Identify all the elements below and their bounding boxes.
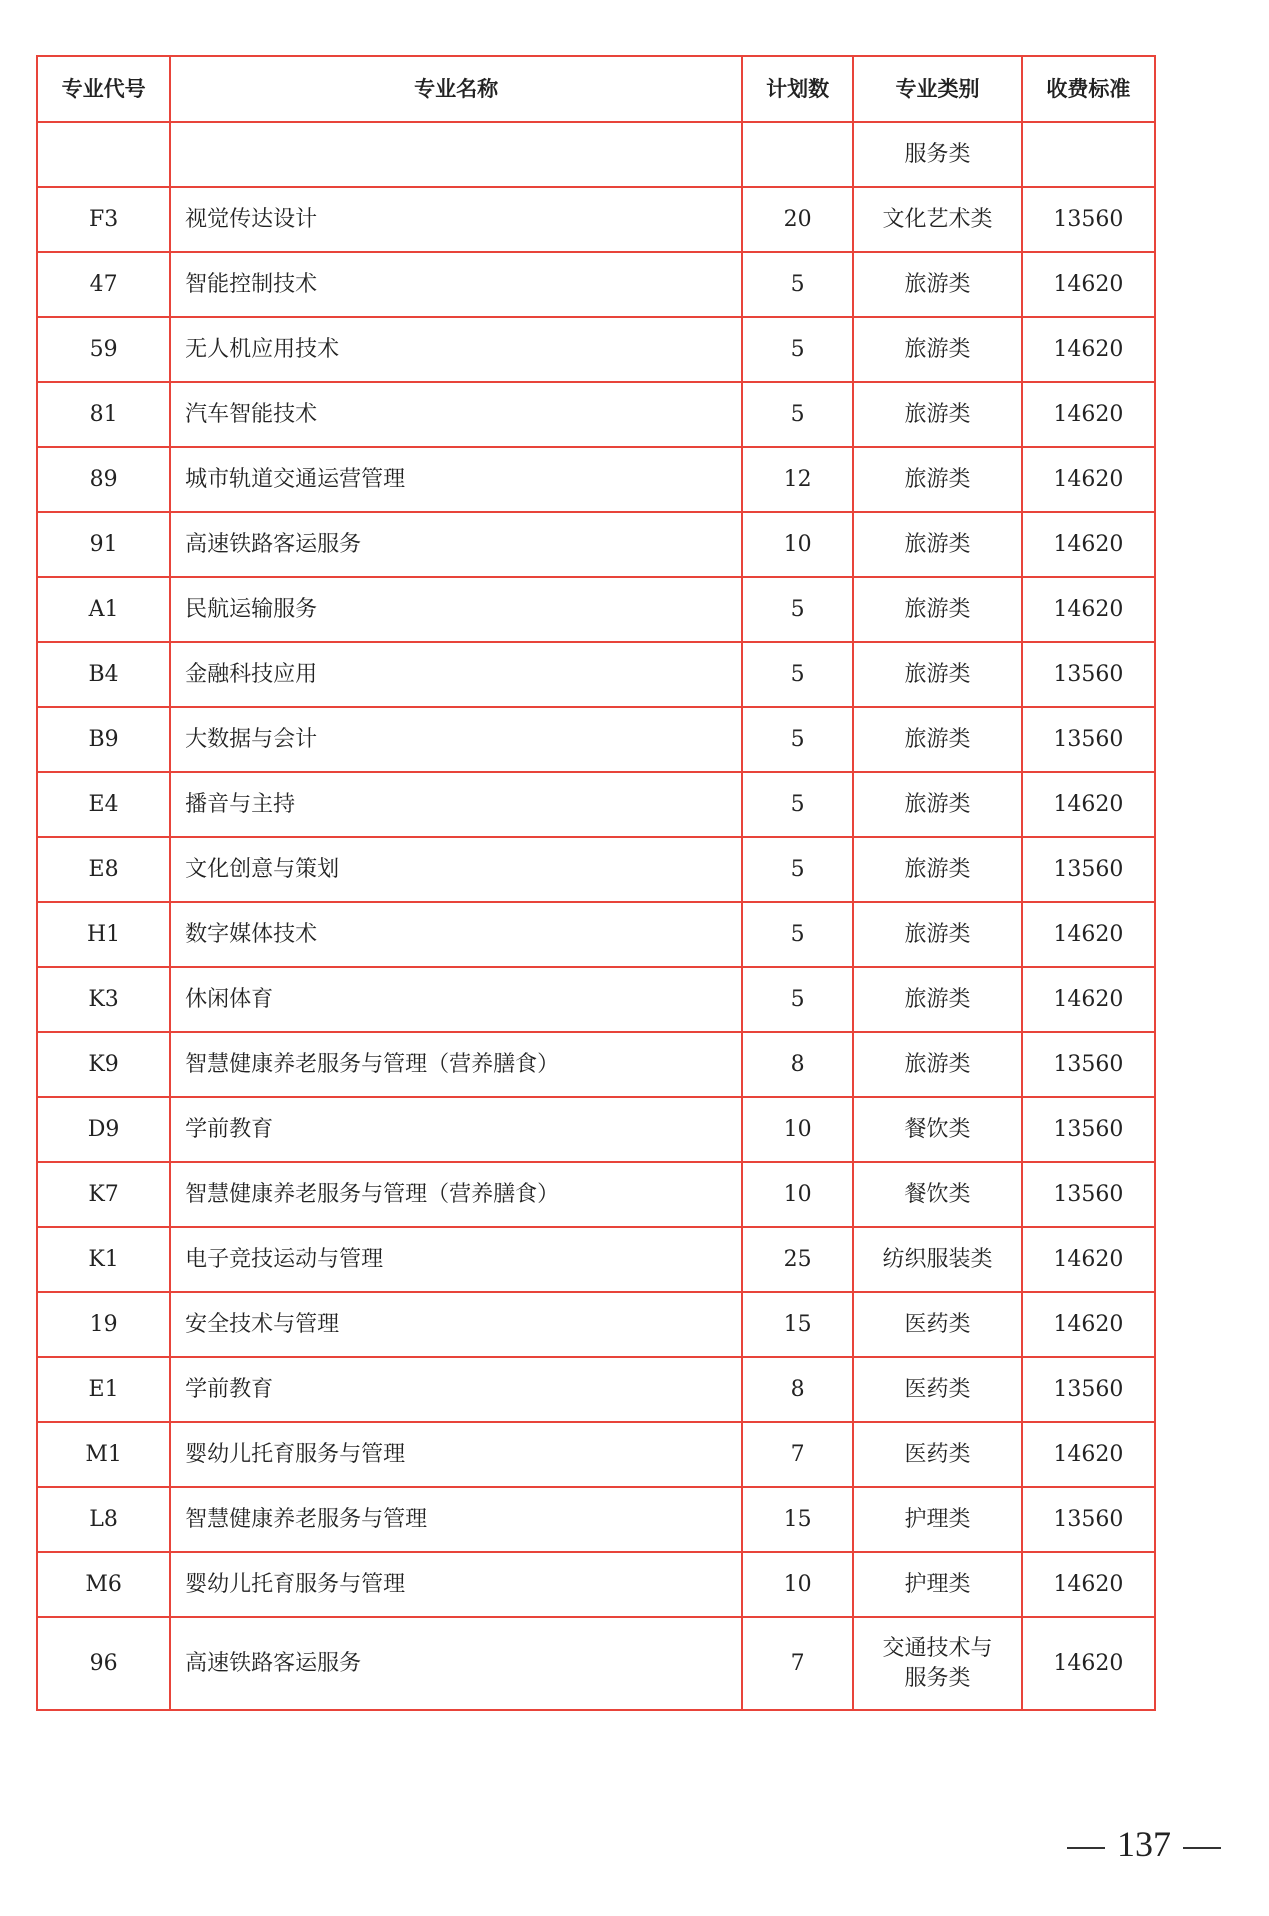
cell-name: 婴幼儿托育服务与管理 (170, 1422, 742, 1487)
cell-name: 电子竞技运动与管理 (170, 1227, 742, 1292)
cell-category: 旅游类 (853, 317, 1022, 382)
cell-plan: 5 (742, 252, 853, 317)
cell-fee: 14620 (1022, 577, 1155, 642)
cell-plan: 5 (742, 902, 853, 967)
cell-code: B4 (37, 642, 170, 707)
cell-code: M1 (37, 1422, 170, 1487)
table-row (37, 1227, 1155, 1292)
cell-plan: 7 (742, 1617, 853, 1710)
cell-category: 旅游类 (853, 512, 1022, 577)
cell-category: 旅游类 (853, 837, 1022, 902)
table-row (37, 967, 1155, 1032)
cell-fee: 13560 (1022, 187, 1155, 252)
cell-fee: 14620 (1022, 1617, 1155, 1710)
cell-category: 医药类 (853, 1422, 1022, 1487)
table-row (37, 1292, 1155, 1357)
table-row (37, 577, 1155, 642)
cell-code: E4 (37, 772, 170, 837)
cell-fee: 14620 (1022, 967, 1155, 1032)
cell-plan: 5 (742, 967, 853, 1032)
cell-fee: 14620 (1022, 447, 1155, 512)
cell-name: 数字媒体技术 (170, 902, 742, 967)
table-row (37, 1162, 1155, 1227)
cell-name: 民航运输服务 (170, 577, 742, 642)
table-row (37, 1422, 1155, 1487)
cell-name: 智慧健康养老服务与管理（营养膳食） (170, 1032, 742, 1097)
cell-name: 高速铁路客运服务 (170, 1617, 742, 1710)
cell-plan: 25 (742, 1227, 853, 1292)
table-row (37, 837, 1155, 902)
cell-category: 医药类 (853, 1357, 1022, 1422)
header-category: 专业类别 (853, 56, 1022, 122)
table-row-continued (37, 122, 1155, 187)
cell-plan: 10 (742, 512, 853, 577)
cell-category: 旅游类 (853, 902, 1022, 967)
header-name: 专业名称 (170, 56, 742, 122)
cell-fee: 13560 (1022, 707, 1155, 772)
cell-name: 高速铁路客运服务 (170, 512, 742, 577)
cell-code: 96 (37, 1617, 170, 1710)
cell-code: K1 (37, 1227, 170, 1292)
cell-name: 休闲体育 (170, 967, 742, 1032)
cell-name: 视觉传达设计 (170, 187, 742, 252)
cell-code: D9 (37, 1097, 170, 1162)
cell-category: 旅游类 (853, 1032, 1022, 1097)
cell-code: 81 (37, 382, 170, 447)
cell-name: 智慧健康养老服务与管理（营养膳食） (170, 1162, 742, 1227)
cell-fee: 14620 (1022, 1552, 1155, 1617)
cell-category: 医药类 (853, 1292, 1022, 1357)
table-row (37, 772, 1155, 837)
cell-fee: 14620 (1022, 382, 1155, 447)
cell-fee: 13560 (1022, 837, 1155, 902)
cell-name: 学前教育 (170, 1357, 742, 1422)
cell-category: 旅游类 (853, 252, 1022, 317)
cell-category: 餐饮类 (853, 1162, 1022, 1227)
cell-fee: 13560 (1022, 642, 1155, 707)
footer-dash-right (1183, 1847, 1221, 1849)
cell-category: 旅游类 (853, 577, 1022, 642)
cell-code: E8 (37, 837, 170, 902)
cell-code: B9 (37, 707, 170, 772)
table-row (37, 642, 1155, 707)
cell-name: 大数据与会计 (170, 707, 742, 772)
cell-plan: 10 (742, 1097, 853, 1162)
table-row (37, 1552, 1155, 1617)
cell-category: 旅游类 (853, 447, 1022, 512)
cell-name: 金融科技应用 (170, 642, 742, 707)
cell-name: 文化创意与策划 (170, 837, 742, 902)
cell-name: 汽车智能技术 (170, 382, 742, 447)
cell-plan: 12 (742, 447, 853, 512)
table-row (37, 1487, 1155, 1552)
cell-fee: 13560 (1022, 1032, 1155, 1097)
table-row (37, 512, 1155, 577)
cell-code: A1 (37, 577, 170, 642)
cell-name: 无人机应用技术 (170, 317, 742, 382)
cell-category: 餐饮类 (853, 1097, 1022, 1162)
cell-code: 19 (37, 1292, 170, 1357)
cell-name: 智慧健康养老服务与管理 (170, 1487, 742, 1552)
cell-code: K7 (37, 1162, 170, 1227)
cell-category: 旅游类 (853, 382, 1022, 447)
cell-code (37, 122, 170, 187)
table-row (37, 317, 1155, 382)
table-row (37, 1032, 1155, 1097)
table-row (37, 382, 1155, 447)
cell-plan: 5 (742, 317, 853, 382)
table-row (37, 1357, 1155, 1422)
cell-plan: 15 (742, 1487, 853, 1552)
cell-fee: 14620 (1022, 1227, 1155, 1292)
table-header-row (37, 56, 1155, 122)
cell-code: K9 (37, 1032, 170, 1097)
enrollment-plan-table (36, 55, 1156, 1711)
cell-fee: 14620 (1022, 1292, 1155, 1357)
cell-category: 护理类 (853, 1552, 1022, 1617)
table-row (37, 187, 1155, 252)
cell-fee: 13560 (1022, 1487, 1155, 1552)
cell-code: F3 (37, 187, 170, 252)
cell-code: 91 (37, 512, 170, 577)
cell-code: K3 (37, 967, 170, 1032)
cell-category-line2: 服务类 (904, 1665, 971, 1691)
cell-name: 播音与主持 (170, 772, 742, 837)
table-row (37, 902, 1155, 967)
cell-category-line1: 交通技术与 (882, 1635, 993, 1661)
cell-fee: 14620 (1022, 252, 1155, 317)
cell-plan: 5 (742, 707, 853, 772)
cell-plan: 10 (742, 1162, 853, 1227)
cell-plan: 15 (742, 1292, 853, 1357)
table-row (37, 707, 1155, 772)
header-fee: 收费标准 (1022, 56, 1155, 122)
cell-name: 智能控制技术 (170, 252, 742, 317)
cell-code: L8 (37, 1487, 170, 1552)
cell-fee: 13560 (1022, 1357, 1155, 1422)
header-plan: 计划数 (742, 56, 853, 122)
cell-fee: 14620 (1022, 1422, 1155, 1487)
cell-fee: 14620 (1022, 772, 1155, 837)
cell-fee: 14620 (1022, 512, 1155, 577)
header-code: 专业代号 (37, 56, 170, 122)
cell-code: 47 (37, 252, 170, 317)
cell-category: 旅游类 (853, 642, 1022, 707)
cell-code: M6 (37, 1552, 170, 1617)
table-row (37, 1097, 1155, 1162)
table-row (37, 447, 1155, 512)
cell-category: 纺织服装类 (853, 1227, 1022, 1292)
cell-plan: 8 (742, 1032, 853, 1097)
cell-name: 安全技术与管理 (170, 1292, 742, 1357)
cell-plan: 5 (742, 642, 853, 707)
cell-category (853, 1617, 1022, 1710)
cell-category: 旅游类 (853, 707, 1022, 772)
cell-plan: 5 (742, 837, 853, 902)
cell-category: 服务类 (853, 122, 1022, 187)
cell-name: 城市轨道交通运营管理 (170, 447, 742, 512)
cell-fee (1022, 122, 1155, 187)
cell-fee: 14620 (1022, 317, 1155, 382)
cell-category: 旅游类 (853, 772, 1022, 837)
cell-fee: 14620 (1022, 902, 1155, 967)
footer-dash-left (1067, 1847, 1105, 1849)
cell-plan (742, 122, 853, 187)
cell-plan: 8 (742, 1357, 853, 1422)
cell-category: 旅游类 (853, 967, 1022, 1032)
cell-name: 婴幼儿托育服务与管理 (170, 1552, 742, 1617)
cell-plan: 20 (742, 187, 853, 252)
cell-plan: 5 (742, 382, 853, 447)
cell-plan: 7 (742, 1422, 853, 1487)
table-row (37, 252, 1155, 317)
cell-category: 文化艺术类 (853, 187, 1022, 252)
cell-name: 学前教育 (170, 1097, 742, 1162)
page-footer (1055, 1823, 1233, 1865)
cell-code: 59 (37, 317, 170, 382)
page-number: 137 (1117, 1824, 1171, 1864)
cell-fee: 13560 (1022, 1162, 1155, 1227)
cell-plan: 5 (742, 772, 853, 837)
cell-code: 89 (37, 447, 170, 512)
table-row-last (37, 1617, 1155, 1710)
cell-plan: 10 (742, 1552, 853, 1617)
cell-category: 护理类 (853, 1487, 1022, 1552)
cell-fee: 13560 (1022, 1097, 1155, 1162)
cell-code: E1 (37, 1357, 170, 1422)
cell-name (170, 122, 742, 187)
cell-plan: 5 (742, 577, 853, 642)
cell-code: H1 (37, 902, 170, 967)
